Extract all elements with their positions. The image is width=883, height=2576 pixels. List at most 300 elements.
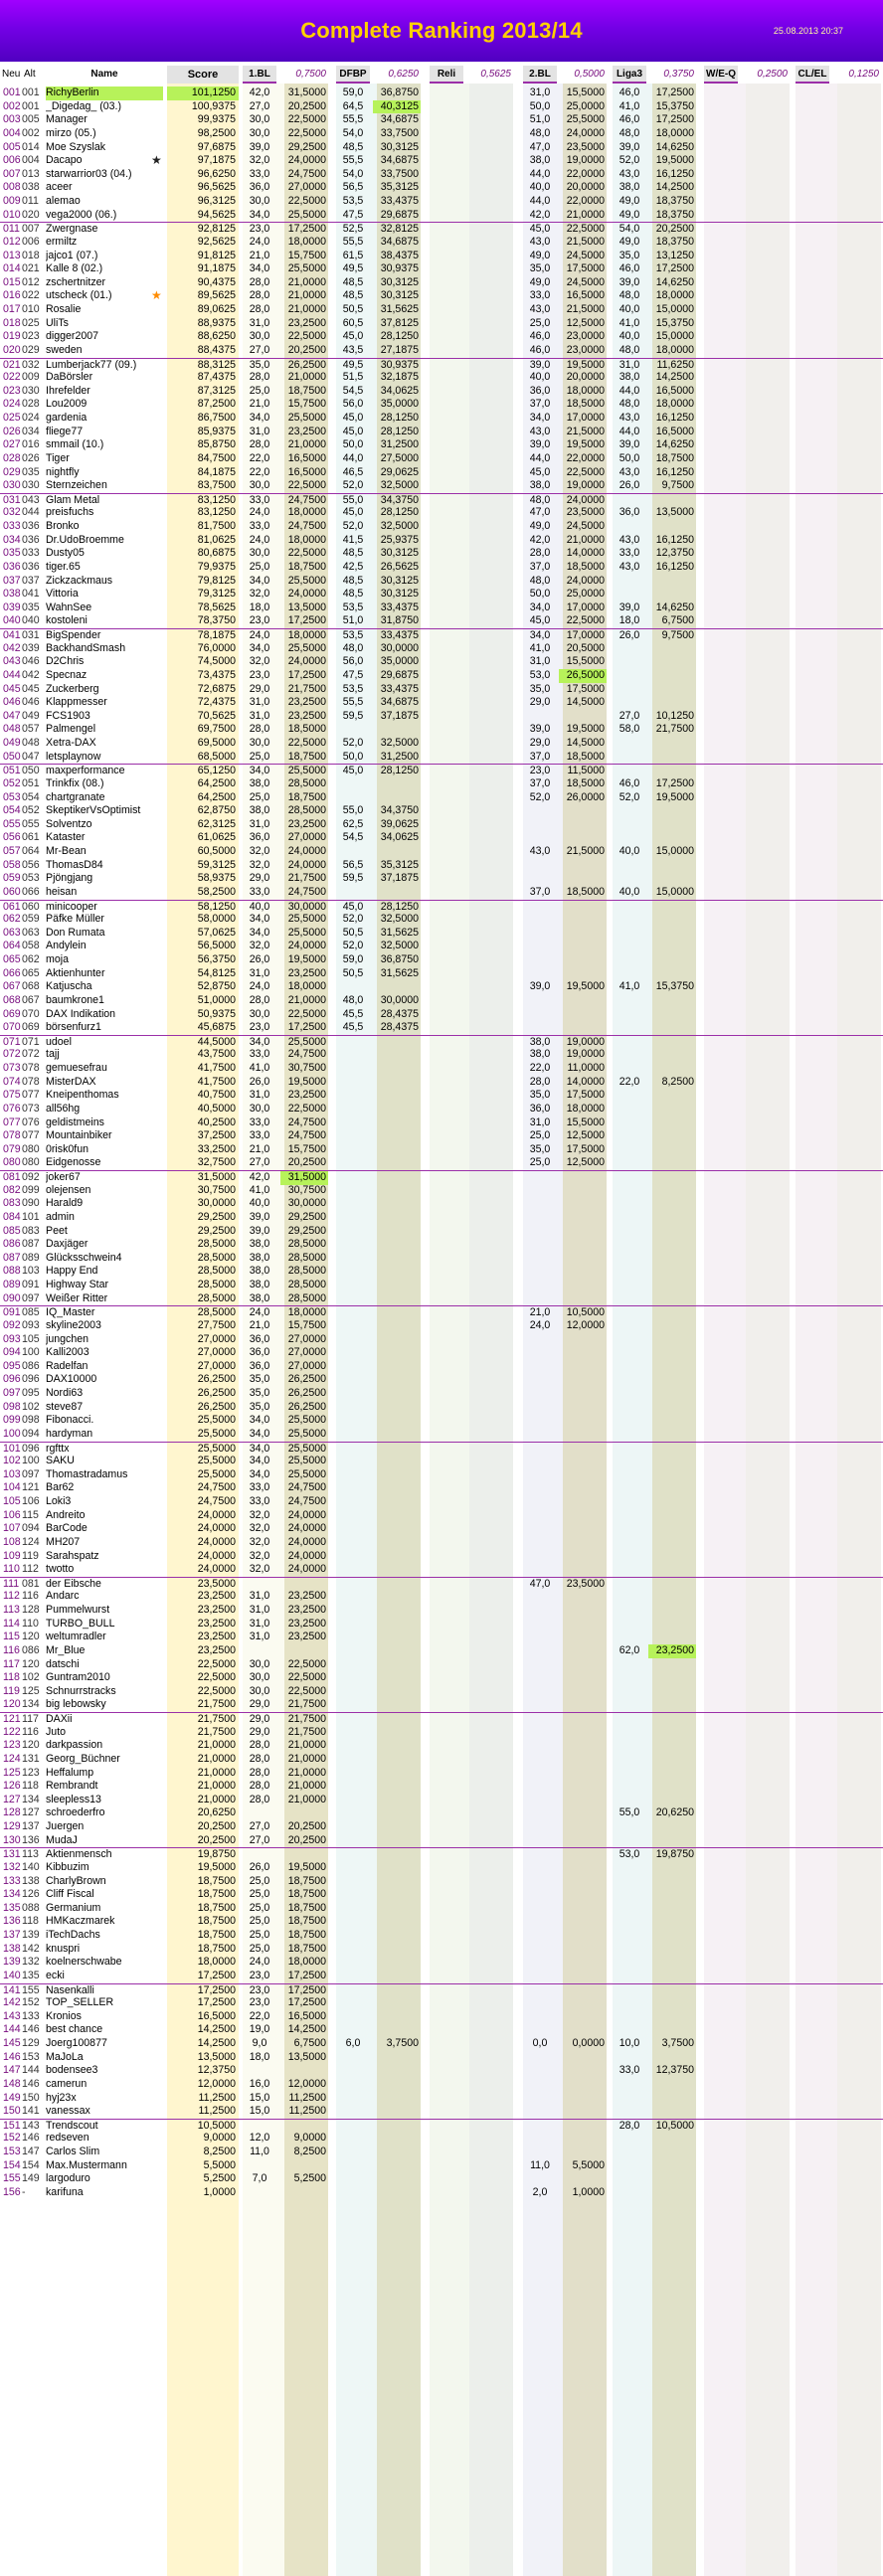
league-points (648, 2186, 696, 2200)
player-name: Max.Mustermann (46, 2158, 127, 2171)
league-points (648, 872, 696, 886)
rank-new: 153 (3, 2146, 21, 2157)
league-value: 40,0 (618, 330, 640, 343)
league-points: 37,1875 (380, 872, 419, 885)
league-points (648, 1495, 696, 1509)
league-points (465, 1658, 513, 1672)
rank-new: 034 (3, 533, 21, 546)
league-value: 50,5 (342, 966, 364, 979)
league-points (648, 1875, 696, 1889)
league-value (430, 561, 463, 575)
league-points (465, 86, 513, 100)
league-value (523, 1590, 557, 1604)
player-score: 58,9375 (167, 872, 239, 886)
player-score: 79,8125 (167, 575, 239, 589)
rank-new: 053 (3, 790, 21, 803)
rank-new: 101 (3, 1442, 21, 1455)
player-score: 58,2500 (167, 886, 239, 900)
rank-new: 002 (3, 99, 21, 112)
league-value: 48,0 (529, 126, 551, 139)
league-points (559, 1739, 607, 1753)
league-points: 21,0000 (287, 275, 326, 288)
player-score: 18,7500 (167, 1915, 239, 1929)
league-points: 15,3750 (655, 316, 694, 329)
player-name: Loki3 (46, 1495, 72, 1507)
league-points: 27,0000 (287, 1332, 326, 1345)
rank-old: 016 (22, 438, 40, 451)
league-points (648, 1861, 696, 1875)
player-name: BarCode (46, 1522, 88, 1535)
league-points: 17,2500 (655, 113, 694, 126)
player-score: 24,0000 (167, 1550, 239, 1564)
player-name: Rosalie (46, 303, 82, 315)
table-row (0, 1956, 883, 1970)
league-value: 53,0 (529, 668, 551, 681)
league-points (648, 1578, 696, 1592)
player-score: 87,3125 (167, 385, 239, 399)
table-row (0, 1319, 883, 1333)
league-points: 9,7500 (661, 479, 694, 492)
player-score: 61,0625 (167, 831, 239, 845)
league-value (336, 1536, 370, 1550)
table-row (0, 1712, 883, 1726)
rank-new: 092 (3, 1318, 21, 1331)
league-points: 20,2500 (287, 1820, 326, 1832)
table-row (0, 506, 883, 520)
league-points (280, 2186, 328, 2200)
league-points: 30,9375 (380, 358, 419, 371)
table-row (0, 845, 883, 859)
league-value: 33,0 (249, 1116, 270, 1128)
league-points: 12,3750 (655, 547, 694, 560)
rank-old: 154 (22, 2158, 40, 2171)
table-row (0, 2159, 883, 2173)
league-value (430, 1943, 463, 1957)
league-points (373, 1550, 421, 1564)
league-value (613, 1902, 646, 1916)
league-points (465, 1292, 513, 1306)
rank-new: 013 (3, 249, 21, 261)
league-points: 22,0000 (566, 451, 605, 464)
league-value: 39,0 (249, 1224, 270, 1237)
league-value (430, 1522, 463, 1536)
player-name: letsplaynow (46, 750, 101, 763)
rank-new: 149 (3, 2091, 21, 2104)
league-value: 41,0 (618, 980, 640, 993)
table-row (0, 791, 883, 805)
rank-old: 120 (22, 1657, 40, 1670)
league-value (430, 1685, 463, 1699)
table-row (0, 1847, 883, 1861)
league-value (613, 1780, 646, 1794)
table-row (0, 764, 883, 777)
player-name: D2Chris (46, 655, 85, 668)
player-name: Katjuscha (46, 980, 92, 993)
league-value (613, 859, 646, 873)
league-points: 24,0000 (287, 154, 326, 167)
league-value: 29,0 (249, 1698, 270, 1711)
league-value: 23,0 (249, 614, 270, 627)
league-value: 21,0 (529, 1306, 551, 1319)
player-score: 62,3125 (167, 818, 239, 832)
rank-old: 087 (22, 1238, 40, 1251)
league-points (648, 1943, 696, 1957)
player-name: skyline2003 (46, 1318, 101, 1331)
league-value: 35,0 (249, 358, 270, 371)
league-points: 15,0000 (655, 303, 694, 315)
league-points (465, 1631, 513, 1644)
rank-new: 147 (3, 2064, 21, 2077)
rank-old: 028 (22, 398, 40, 411)
league-points: 27,0000 (287, 181, 326, 194)
league-value (336, 1171, 370, 1185)
league-points (559, 1495, 607, 1509)
league-value: 35,0 (249, 1387, 270, 1399)
league-value: 38,0 (249, 1291, 270, 1304)
league-value (613, 1875, 646, 1889)
league-value: 39,0 (529, 358, 551, 371)
league-points (559, 1333, 607, 1347)
player-score: 97,6875 (167, 141, 239, 155)
table-row (0, 520, 883, 534)
player-score: 32,7500 (167, 1156, 239, 1170)
rank-old: 113 (22, 1848, 39, 1861)
table-row (0, 1387, 883, 1401)
rank-old: 132 (22, 1956, 40, 1969)
league-points (465, 1360, 513, 1374)
league-value (613, 1225, 646, 1239)
league-value: 43,0 (618, 412, 640, 424)
league-value (336, 1184, 370, 1198)
league-points (465, 1036, 513, 1050)
league-value (336, 2010, 370, 2024)
league-value: 50,0 (529, 588, 551, 601)
league-points: 25,5000 (287, 926, 326, 939)
player-score: 12,0000 (167, 2078, 239, 2092)
league-points (559, 2120, 607, 2134)
league-points (465, 1387, 513, 1401)
league-value (430, 2186, 463, 2200)
rank-new: 006 (3, 154, 21, 167)
league-value (523, 1861, 557, 1875)
league-value (336, 1713, 370, 1727)
league-value (613, 872, 646, 886)
league-points: 29,2500 (287, 1210, 326, 1223)
league-points: 16,1250 (655, 465, 694, 478)
league-value (613, 683, 646, 697)
league-value (523, 1604, 557, 1618)
league-points: 17,5000 (566, 1142, 605, 1155)
league-value (523, 1211, 557, 1225)
league-value (430, 872, 463, 886)
player-name: gemuesefrau (46, 1062, 107, 1074)
rank-old: 013 (22, 167, 40, 180)
table-row (0, 358, 883, 372)
league-value: 52,0 (529, 790, 551, 803)
league-points: 20,2500 (287, 343, 326, 356)
league-points: 24,0000 (287, 940, 326, 952)
table-row (0, 479, 883, 493)
league-value: 33,0 (618, 2064, 640, 2077)
league-points (465, 1279, 513, 1292)
league-points (559, 2172, 607, 2186)
league-points: 18,0000 (655, 398, 694, 411)
league-value: 31,0 (249, 1590, 270, 1603)
league-points (648, 1834, 696, 1848)
rank-new: 055 (3, 817, 21, 830)
league-value (613, 1346, 646, 1360)
league-value: 27,0 (249, 1833, 270, 1846)
league-value (336, 1333, 370, 1347)
league-points (373, 1685, 421, 1699)
league-value: 22,0 (249, 2009, 270, 2022)
timestamp: 25.08.2013 20:37 (773, 26, 843, 36)
rank-new: 062 (3, 913, 21, 926)
league-points: 16,1250 (655, 167, 694, 180)
rank-old: 152 (22, 1996, 40, 2009)
league-value: 60,5 (342, 316, 364, 329)
table-row (0, 1414, 883, 1428)
league-points: 22,5000 (287, 737, 326, 749)
player-score: 89,0625 (167, 303, 239, 317)
league-value (430, 1578, 463, 1592)
league-points: 28,5000 (287, 1238, 326, 1251)
league-value (430, 466, 463, 480)
league-value (523, 1468, 557, 1482)
player-score: 30,0000 (167, 1197, 239, 1211)
league-points: 28,4375 (380, 1021, 419, 1034)
rank-old: 072 (22, 1048, 40, 1061)
rank-old: 025 (22, 316, 40, 329)
league-points: 18,5000 (566, 776, 605, 789)
player-score: 18,7500 (167, 1943, 239, 1957)
player-score: 16,5000 (167, 2010, 239, 2024)
rank-old: 033 (22, 547, 40, 560)
league-value: 52,0 (342, 940, 364, 952)
league-points (648, 575, 696, 589)
rank-old: 124 (22, 1535, 40, 1548)
rank-new: 124 (3, 1752, 21, 1765)
rank-new: 144 (3, 2023, 21, 2036)
league-points: 15,5000 (566, 86, 605, 98)
league-points: 21,7500 (287, 872, 326, 885)
league-value: 11,0 (250, 2146, 269, 2157)
player-name: baumkrone1 (46, 993, 104, 1006)
league-points: 39,0625 (380, 817, 419, 830)
league-value: 41,0 (249, 1183, 270, 1196)
rank-old: 140 (22, 1860, 40, 1873)
league-points (559, 967, 607, 981)
rank-old: 094 (22, 1427, 40, 1440)
table-row (0, 940, 883, 953)
table-row (0, 100, 883, 114)
league-value (430, 1048, 463, 1062)
rank-old: 062 (22, 953, 40, 965)
league-value (430, 1116, 463, 1130)
rank-old: 088 (22, 1901, 40, 1914)
player-score: 98,2500 (167, 127, 239, 141)
league-value (523, 1360, 557, 1374)
league-points: 29,6875 (380, 668, 419, 681)
league-value (336, 1252, 370, 1266)
player-name: datschi (46, 1657, 80, 1670)
league-points: 28,5000 (287, 1279, 326, 1290)
player-name: Kataster (46, 831, 86, 844)
league-points (559, 1929, 607, 1943)
league-points: 22,5000 (287, 113, 326, 126)
league-value (336, 2132, 370, 2146)
league-points: 15,0000 (655, 330, 694, 343)
player-name: Bar62 (46, 1481, 75, 1494)
league-value (430, 1509, 463, 1523)
league-points: 11,2500 (288, 2091, 326, 2104)
rank-old: 118 (22, 1915, 39, 1928)
league-value: 6,0 (345, 2037, 361, 2049)
player-name: geldistmeins (46, 1116, 104, 1128)
league-value: 19,0 (249, 2023, 270, 2036)
league-points (465, 2010, 513, 2024)
rank-old: 118 (22, 1780, 39, 1793)
player-score: 78,3750 (167, 614, 239, 628)
league-points: 19,0000 (566, 479, 605, 492)
player-score: 92,5625 (167, 236, 239, 250)
league-value (613, 1861, 646, 1875)
league-value (613, 1739, 646, 1753)
league-value: 59,5 (342, 872, 364, 885)
league-points: 25,5000 (287, 412, 326, 424)
league-value: 29,0 (249, 1713, 270, 1725)
league-points (465, 506, 513, 520)
league-value: 37,0 (529, 398, 551, 411)
league-value (613, 994, 646, 1008)
league-points (465, 751, 513, 765)
rank-new: 046 (3, 696, 21, 709)
rank-new: 121 (3, 1713, 21, 1725)
league-points (559, 1455, 607, 1468)
league-points: 25,5000 (287, 765, 326, 777)
league-value (613, 1956, 646, 1970)
league-value (430, 1604, 463, 1618)
rank-new: 109 (3, 1549, 21, 1562)
league-value: 34,0 (249, 1442, 270, 1455)
league-points (559, 1861, 607, 1875)
table-row (0, 276, 883, 290)
league-points (465, 1698, 513, 1712)
player-score: 41,7500 (167, 1062, 239, 1076)
league-points (559, 1428, 607, 1442)
league-value (430, 683, 463, 697)
league-points (648, 1713, 696, 1727)
league-points: 30,3125 (380, 275, 419, 288)
player-score: 21,7500 (167, 1726, 239, 1740)
league-value (523, 1685, 557, 1699)
league-points (373, 791, 421, 805)
player-name: Kalli2003 (46, 1346, 89, 1359)
league-value: 34,0 (249, 208, 270, 221)
league-value (430, 927, 463, 941)
player-name: starwarrior03 (04.) (46, 167, 132, 180)
league-value (523, 1753, 557, 1767)
league-points (465, 669, 513, 683)
league-value (430, 2159, 463, 2173)
rank-new: 001 (3, 86, 21, 98)
league-value (336, 1550, 370, 1564)
rank-new: 131 (3, 1848, 21, 1861)
rank-old: 068 (22, 980, 40, 993)
league-value (613, 1129, 646, 1143)
league-points: 19,0000 (566, 1035, 605, 1048)
league-value: 32,0 (249, 1522, 270, 1535)
league-points: 32,5000 (380, 479, 419, 492)
league-points (465, 1970, 513, 1983)
league-points (373, 1888, 421, 1902)
rank-new: 152 (3, 2132, 21, 2145)
rank-old: 085 (22, 1306, 40, 1319)
player-name: Nordi63 (46, 1387, 84, 1399)
league-value: 56,0 (342, 398, 364, 411)
player-score: 23,2500 (167, 1644, 239, 1658)
table-row (0, 1048, 883, 1062)
league-value: 40,0 (249, 900, 270, 913)
league-points: 36,8750 (380, 86, 419, 98)
rank-new: 078 (3, 1129, 21, 1142)
league-value (430, 385, 463, 399)
league-points: 18,0000 (566, 1102, 605, 1115)
header-coef-6: 0,1250 (848, 69, 879, 80)
league-points (648, 1455, 696, 1468)
rank-old: 090 (22, 1197, 40, 1210)
rank-old: 128 (22, 1604, 40, 1616)
table-row (0, 1373, 883, 1387)
league-points: 18,7500 (287, 750, 326, 763)
league-points (559, 1780, 607, 1794)
league-value (523, 1794, 557, 1807)
league-points: 10,5000 (566, 1306, 605, 1319)
league-value: 31,0 (529, 86, 551, 98)
league-value: 26,0 (249, 1860, 270, 1873)
player-score: 26,2500 (167, 1387, 239, 1401)
league-value (336, 2186, 370, 2200)
league-points: 28,1250 (380, 506, 419, 519)
player-score: 27,0000 (167, 1333, 239, 1347)
rank-old: 089 (22, 1251, 40, 1264)
league-points (373, 1443, 421, 1457)
rank-old: 129 (22, 2037, 40, 2049)
player-score: 23,2500 (167, 1631, 239, 1644)
league-value (523, 1184, 557, 1198)
league-value (613, 1943, 646, 1957)
league-value (613, 1156, 646, 1170)
league-value: 41,0 (618, 99, 640, 112)
league-points (465, 1197, 513, 1211)
league-points (373, 1956, 421, 1970)
league-points (373, 1428, 421, 1442)
table-row (0, 1360, 883, 1374)
league-value (613, 1915, 646, 1929)
rank-old: 024 (22, 412, 40, 424)
table-row (0, 953, 883, 967)
league-points (648, 1143, 696, 1157)
player-name: Rembrandt (46, 1780, 98, 1793)
league-value: 43,0 (529, 425, 551, 437)
rank-new: 017 (3, 303, 21, 315)
league-value (523, 1698, 557, 1712)
table-row (0, 1671, 883, 1685)
player-score: 25,5000 (167, 1455, 239, 1468)
league-value (336, 1279, 370, 1292)
player-score: 79,3125 (167, 588, 239, 601)
player-score: 5,5000 (167, 2159, 239, 2173)
